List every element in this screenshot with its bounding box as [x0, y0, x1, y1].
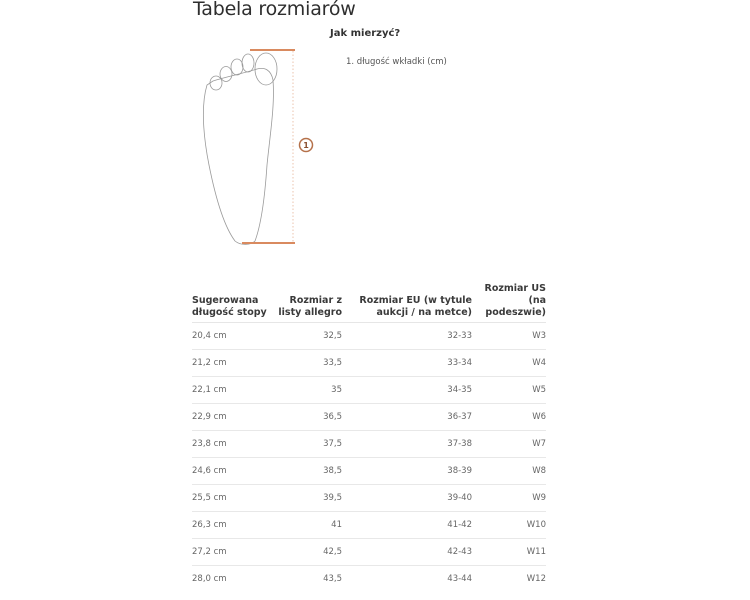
table-row — [192, 404, 546, 431]
cell-foot-length: 26,3 cm — [192, 512, 272, 539]
cell-allegro-size: 41 — [272, 512, 342, 539]
cell-allegro-size: 36,5 — [272, 404, 342, 431]
cell-foot-length: 23,8 cm — [192, 431, 272, 458]
cell-us-size: W12 — [526, 574, 546, 584]
table-row — [192, 350, 546, 377]
cell-allegro-size: 32,5 — [272, 323, 342, 350]
cell-eu-size: 43-44 — [447, 574, 472, 584]
header-us-size: Rozmiar US (na podeszwie) — [472, 283, 546, 323]
cell-allegro-size: 43,5 — [323, 574, 342, 584]
cell-allegro-size: 38,5 — [272, 458, 342, 485]
cell-us-size: W6 — [472, 404, 546, 431]
cell-foot-length: 22,9 cm — [192, 404, 272, 431]
table-row — [192, 377, 546, 404]
cell-foot-length: 27,2 cm — [192, 539, 272, 566]
cell-foot-length: 20,4 cm — [192, 323, 272, 350]
cell-eu-size: 41-42 — [342, 512, 472, 539]
svg-text:1: 1 — [303, 141, 309, 150]
size-table — [192, 283, 546, 592]
table-row — [192, 458, 546, 485]
header-eu-size: Rozmiar EU (w tytule aukcji / na metce) — [342, 283, 472, 323]
marker-badge — [296, 137, 316, 157]
cell-foot-length: 24,6 cm — [192, 458, 272, 485]
table-row — [192, 485, 546, 512]
cell-allegro-size: 35 — [272, 377, 342, 404]
foot-measurement-diagram — [195, 45, 305, 250]
cell-us-size: W4 — [472, 350, 546, 377]
cell-eu-size: 36-37 — [342, 404, 472, 431]
cell-eu-size: 39-40 — [342, 485, 472, 512]
cell-allegro-size: 42,5 — [272, 539, 342, 566]
cell-foot-length: 22,1 cm — [192, 377, 272, 404]
table-row — [192, 566, 546, 593]
cell-eu-size: 33-34 — [342, 350, 472, 377]
how-to-measure-heading: Jak mierzyć? — [330, 28, 401, 39]
cell-allegro-size: 39,5 — [272, 485, 342, 512]
cell-eu-size: 37-38 — [342, 431, 472, 458]
cell-foot-length: 21,2 cm — [192, 350, 272, 377]
cell-us-size: W3 — [472, 323, 546, 350]
cell-allegro-size: 33,5 — [272, 350, 342, 377]
cell-us-size: W5 — [472, 377, 546, 404]
table-row — [192, 431, 546, 458]
page-title: Tabela rozmiarów — [193, 0, 356, 20]
cell-us-size: W11 — [472, 539, 546, 566]
measure-instruction-1: 1. długość wkładki (cm) — [346, 57, 447, 67]
cell-foot-length: 25,5 cm — [192, 485, 272, 512]
table-row — [192, 512, 546, 539]
foot-outline-icon — [203, 53, 277, 244]
cell-us-size: W9 — [472, 485, 546, 512]
cell-eu-size: 34-35 — [342, 377, 472, 404]
header-foot-length: Sugerowana długość stopy — [192, 283, 272, 323]
cell-us-size: W7 — [472, 431, 546, 458]
header-allegro-size: Rozmiar z listy allegro — [272, 283, 342, 323]
cell-allegro-size: 37,5 — [272, 431, 342, 458]
cell-us-size: W10 — [472, 512, 546, 539]
table-row — [192, 323, 546, 350]
cell-eu-size: 42-43 — [342, 539, 472, 566]
cell-us-size: W8 — [472, 458, 546, 485]
cell-eu-size: 32-33 — [342, 323, 472, 350]
table-row — [192, 539, 546, 566]
cell-eu-size: 38-39 — [342, 458, 472, 485]
cell-foot-length: 28,0 cm — [192, 574, 227, 584]
table-header-row — [192, 283, 546, 323]
